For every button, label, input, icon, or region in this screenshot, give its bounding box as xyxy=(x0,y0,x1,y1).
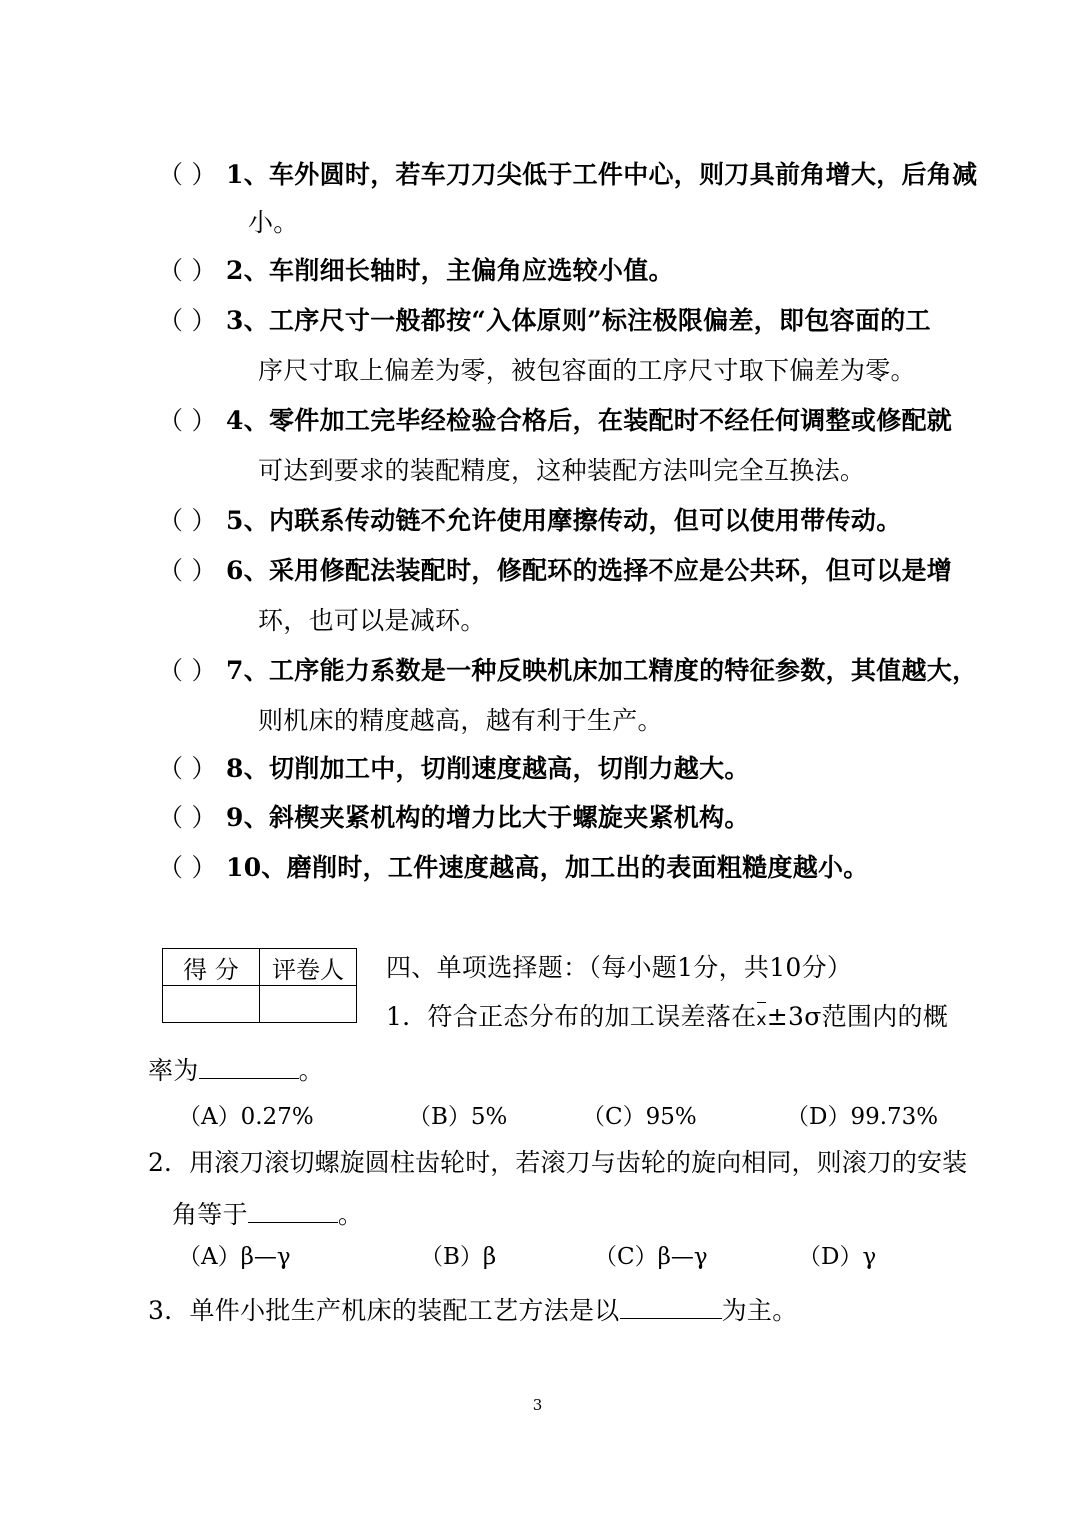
answer-paren: （ ） xyxy=(158,256,217,285)
q2-text-b: 角等于 xyxy=(172,1200,248,1229)
tf-item-6 xyxy=(158,556,952,586)
answer-blank[interactable] xyxy=(199,1052,299,1079)
q1-option-d: （D）99.73% xyxy=(786,1104,939,1130)
question-1-cont xyxy=(148,1052,324,1086)
tf-item-text: 3、工序尺寸一般都按“入体原则”标注极限偏差，即包容面的工 xyxy=(226,306,931,335)
tf-item-3 xyxy=(158,306,931,336)
grader-cell xyxy=(260,986,357,1023)
q3-text-b: 为主。 xyxy=(721,1296,798,1325)
tf-item-5 xyxy=(158,506,902,536)
tf-item-1-cont: 小。 xyxy=(248,208,299,237)
tf-item-text: 5、内联系传动链不允许使用摩擦传动，但可以使用带传动。 xyxy=(226,506,902,535)
q3-text-a: 3．单件小批生产机床的装配工艺方法是以 xyxy=(148,1296,620,1325)
q1-text-b: ±3σ范围内的概 xyxy=(766,1002,949,1031)
tf-item-7-cont: 则机床的精度越高，越有利于生产。 xyxy=(258,706,663,735)
q2-text-c: 。 xyxy=(337,1200,364,1229)
page-number: 3 xyxy=(532,1396,543,1414)
tf-item-text: 9、斜楔夹紧机构的增力比大于螺旋夹紧机构。 xyxy=(226,803,750,832)
q1-option-c: （C）95% xyxy=(582,1104,697,1130)
tf-item-text: 4、零件加工完毕经检验合格后，在装配时不经任何调整或修配就 xyxy=(226,406,953,435)
q2-option-c: （C）β—γ xyxy=(594,1244,708,1270)
answer-paren: （ ） xyxy=(158,803,217,832)
tf-item-text: 10、磨削时，工件速度越高，加工出的表面粗糙度越小。 xyxy=(226,853,869,882)
q1-option-a: （A）0.27% xyxy=(178,1104,314,1130)
tf-item-2 xyxy=(158,256,674,286)
q1-text-d: 。 xyxy=(298,1056,324,1085)
tf-item-8 xyxy=(158,754,750,784)
tf-item-3-cont: 序尺寸取上偏差为零，被包容面的工序尺寸取下偏差为零。 xyxy=(258,356,916,385)
answer-blank[interactable] xyxy=(620,1292,722,1319)
score-label: 得 分 xyxy=(163,949,260,986)
tf-item-9 xyxy=(158,803,750,833)
q2-option-a: （A）β—γ xyxy=(178,1244,291,1270)
answer-paren: （ ） xyxy=(158,406,217,435)
answer-paren: （ ） xyxy=(158,853,217,882)
tf-item-text: 2、车削细长轴时，主偏角应选较小值。 xyxy=(226,256,674,285)
tf-item-10 xyxy=(158,853,869,883)
question-2-cont xyxy=(172,1196,363,1230)
tf-item-4 xyxy=(158,406,952,436)
answer-paren: （ ） xyxy=(158,754,217,783)
question-3 xyxy=(148,1292,798,1326)
answer-paren: （ ） xyxy=(158,160,217,189)
q1-option-b: （B）5% xyxy=(408,1104,508,1130)
answer-paren: （ ） xyxy=(158,506,217,535)
tf-item-1 xyxy=(158,160,977,190)
tf-item-6-cont: 环，也可以是减环。 xyxy=(258,606,486,635)
tf-item-7 xyxy=(158,656,977,686)
tf-item-text: 8、切削加工中，切削速度越高，切削力越大。 xyxy=(226,754,750,783)
tf-item-text: 6、采用修配法装配时，修配环的选择不应是公共环，但可以是增 xyxy=(226,556,953,585)
question-1 xyxy=(386,1002,948,1035)
x-bar-symbol: x xyxy=(756,1005,766,1035)
q2-option-b: （B）β xyxy=(420,1244,497,1270)
q1-text-a: 1．符合正态分布的加工误差落在 xyxy=(386,1002,757,1031)
answer-paren: （ ） xyxy=(158,656,217,685)
tf-item-4-cont: 可达到要求的装配精度，这种装配方法叫完全互换法。 xyxy=(258,456,866,485)
section-heading: 四、单项选择题：（每小题1分，共10分） xyxy=(386,953,853,982)
question-2: 2．用滚刀滚切螺旋圆柱齿轮时，若滚刀与齿轮的旋向相同，则滚刀的安装 xyxy=(148,1148,968,1177)
answer-paren: （ ） xyxy=(158,306,217,335)
grader-label: 评卷人 xyxy=(260,949,357,986)
score-cell xyxy=(163,986,260,1023)
score-table xyxy=(162,948,357,1023)
q2-option-d: （D）γ xyxy=(798,1244,877,1270)
tf-item-text: 7、工序能力系数是一种反映机床加工精度的特征参数，其值越大， xyxy=(226,656,978,685)
answer-paren: （ ） xyxy=(158,556,217,585)
tf-item-text: 1、车外圆时，若车刀刀尖低于工件中心，则刀具前角增大，后角减 xyxy=(226,160,978,189)
answer-blank[interactable] xyxy=(248,1196,338,1223)
q1-text-c: 率为 xyxy=(148,1056,199,1085)
